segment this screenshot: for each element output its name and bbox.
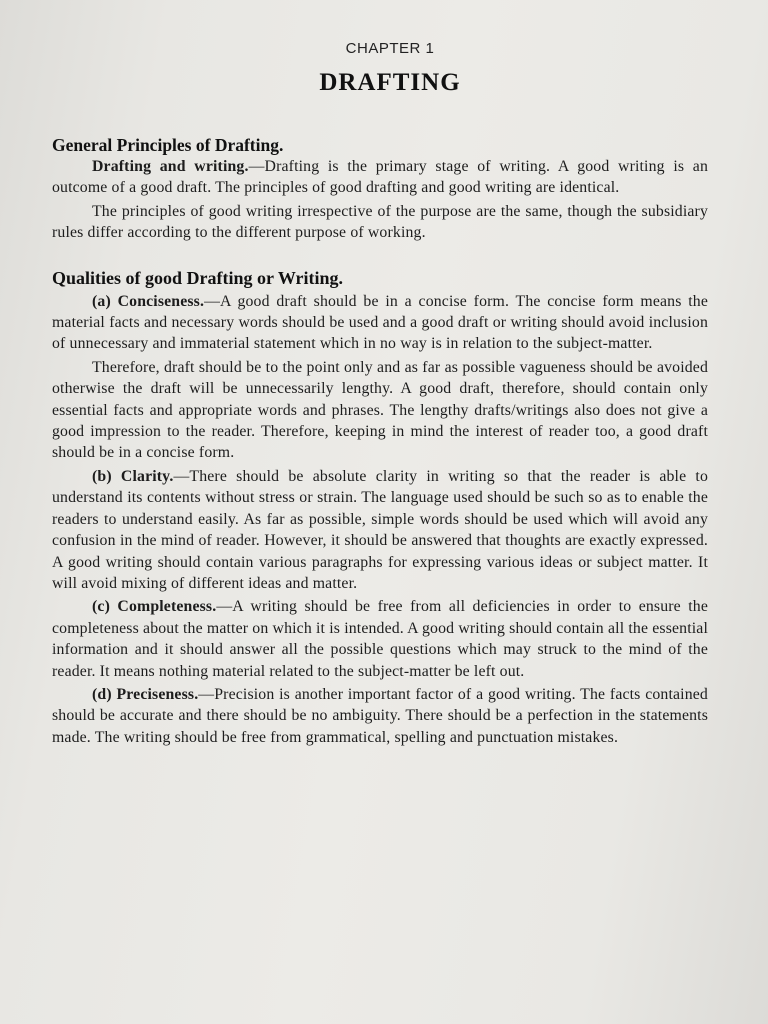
paragraph-body: —Precision is another important factor of a good writing. The facts contained should be accurate and there should be no ambiguity. There should be a perfection in the statements made. The writing should be free from grammatical, spelling and punctuation mistakes.: [52, 685, 708, 746]
paragraph-body: —A good draft should be in a concise form. The concise form means the material facts and necessary words should be used and a good draft or writing should avoid inclusion of unnecessary and immaterial statement which in no way is in relation to the subject-matter.: [52, 292, 708, 353]
paragraph-completeness: [52, 596, 708, 682]
paragraph-drafting-and-writing: [52, 156, 708, 199]
paragraph-body: —Drafting is the primary stage of writing. A good writing is an outcome of a good draft. The principles of good drafting and good writing are identical.: [52, 158, 709, 197]
paragraph-preciseness: [52, 684, 708, 748]
paragraph-lead: Drafting and writing.: [92, 158, 249, 175]
paragraph-body: —There should be absolute clarity in writing so that the reader is able to understand its contents without stress or strain. The language used should be such so as to enable the readers to understand easily. As far as possible, simple words should be used which will avoid any confusion in the mind of reader. However, it should be answered that thoughts are exactly expressed. A good writing should contain various paragraphs for expressing various ideas or subject matter. It will avoid mixing of different ideas and matter.: [52, 467, 709, 592]
paragraph-conciseness-continued: Therefore, draft should be to the point only and as far as possible vagueness should be avoided otherwise the draft will be unnecessarily lengthy. A good draft, therefore, should contain only essential facts and appropriate words and phrases. The lengthy drafts/writings also does not give a good impression to the reader. Therefore, keeping in mind the interest of reader too, a good draft should be in a concise form.: [52, 358, 708, 462]
paragraph-clarity: [52, 466, 708, 594]
paragraph-body: —A writing should be free from all deficiencies in order to ensure the completeness about the matter on which it is intended. A good writing should contain all the essential information and it should answer all the possible questions which may struck to the mind of the reader. It means nothing material related to the subject-matter be left out.: [52, 598, 709, 680]
chapter-label: CHAPTER 1: [345, 40, 435, 57]
paragraph-lead: (c) Completeness.: [92, 598, 217, 616]
paragraph-principles: The principles of good writing irrespective of the purpose are the same, though the subsidiary rules differ according to the different purpose of working.: [52, 202, 708, 242]
section-heading-qualities: Qualities of good Drafting or Writing.: [52, 267, 344, 288]
chapter-title: DRAFTING: [319, 69, 461, 96]
paragraph-lead: (d) Preciseness.: [92, 685, 199, 703]
paragraph-lead: (b) Clarity.: [92, 467, 174, 485]
paragraph-conciseness: [52, 291, 708, 355]
paragraph-lead: (a) Conciseness.: [92, 292, 205, 310]
section-heading-general-principles: General Principles of Drafting.: [52, 135, 284, 155]
